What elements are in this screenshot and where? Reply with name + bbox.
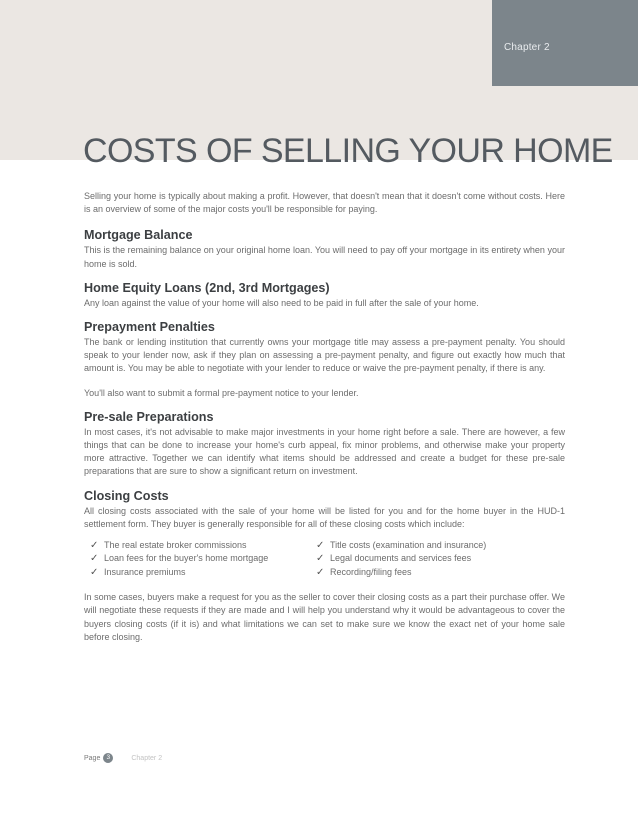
checkmark-icon: ✓ [316, 540, 325, 552]
section-mortgage-balance [84, 227, 565, 270]
section-heading: Mortgage Balance [84, 228, 193, 243]
list-item-label: Legal documents and services fees [330, 553, 472, 564]
list-item-label: The real estate broker commissions [104, 540, 247, 551]
list-item [316, 539, 542, 552]
list-item [90, 539, 316, 552]
section-heading: Prepayment Penalties [84, 320, 215, 335]
checklist-right-column [316, 539, 542, 579]
checkmark-icon: ✓ [316, 553, 325, 565]
list-item-label: Insurance premiums [104, 566, 186, 577]
section-pre-sale-preparations [84, 409, 565, 479]
list-item [90, 552, 316, 565]
page-label: Page [84, 754, 101, 762]
list-item [90, 566, 316, 579]
checkmark-icon: ✓ [90, 553, 99, 565]
intro-paragraph: Selling your home is typically about making a profit. However, that doesn't mean that it doesn't come without costs. Here is an overview of some of the major costs you'll be responsible for paying. [84, 191, 565, 215]
section-closing-costs [84, 488, 565, 644]
chapter-tab-label: Chapter 2 [504, 42, 550, 53]
chapter-tab [492, 0, 638, 86]
section-body: This is the remaining balance on your original home loan. You will need to pay off your mortgage in its entirety when your home is sold. [84, 245, 565, 269]
section-heading: Pre-sale Preparations [84, 409, 214, 424]
section-home-equity-loans [84, 280, 565, 310]
checkmark-icon: ✓ [90, 566, 99, 578]
list-item-label: Title costs (examination and insurance) [330, 540, 487, 551]
section-prepayment-penalties [84, 319, 565, 400]
checklist-left-column [90, 539, 316, 579]
section-heading: Home Equity Loans (2nd, 3rd Mortgages) [84, 280, 330, 295]
section-body: Any loan against the value of your home will also need to be paid in full after the sale of your home. [84, 297, 479, 308]
section-body: In most cases, it's not advisable to make major investments in your home right before a sale. There are however, a few things that can be done to increase your home's curb appeal, fix minor problems, and otherwise make your property more attractive. Together we can identify what items should be addressed and create a budget for these pre-sale preparations that are sure to show a significant return on investment. [84, 426, 565, 477]
checkmark-icon: ✓ [90, 540, 99, 552]
content [84, 190, 565, 653]
section-body-note: You'll also want to submit a formal pre-payment notice to your lender. [84, 387, 359, 398]
page-number: 3 [103, 753, 113, 763]
closing-costs-checklist [90, 539, 542, 579]
list-item-label: Loan fees for the buyer's home mortgage [104, 553, 269, 564]
list-item [316, 552, 542, 565]
page-footer [84, 753, 162, 763]
section-body: The bank or lending institution that currently owns your mortgage title may assess a pre-payment penalty. You should speak to your lender now, ask if they plan on assessing a pre-payment penalty, and figure out exactly how much that amount is. You may be able to negotiate with your lender to reduce or waive the pre-payment penalty, if there is any. [84, 337, 565, 374]
checkmark-icon: ✓ [316, 566, 325, 578]
section-heading: Closing Costs [84, 488, 169, 503]
section-body-closing: In some cases, buyers make a request for you as the seller to cover their closing costs as a part their purchase offer. We will negotiate these requests if they are made and I will help you understand why it would be advantageous to cover the buyers closing costs (if it is) and what limitations we can set to make sure we know the exact net of your home sale before closing. [84, 592, 565, 642]
list-item [316, 566, 542, 579]
list-item-label: Recording/filing fees [330, 566, 412, 577]
footer-chapter-label: Chapter 2 [131, 754, 163, 762]
page-title: COSTS OF SELLING YOUR HOME [83, 132, 613, 170]
section-body: All closing costs associated with the sale of your home will be listed for you and for the home buyer in the HUD-1 settlement form. They buyer is generally responsible for all of these closing costs which include: [84, 505, 565, 529]
